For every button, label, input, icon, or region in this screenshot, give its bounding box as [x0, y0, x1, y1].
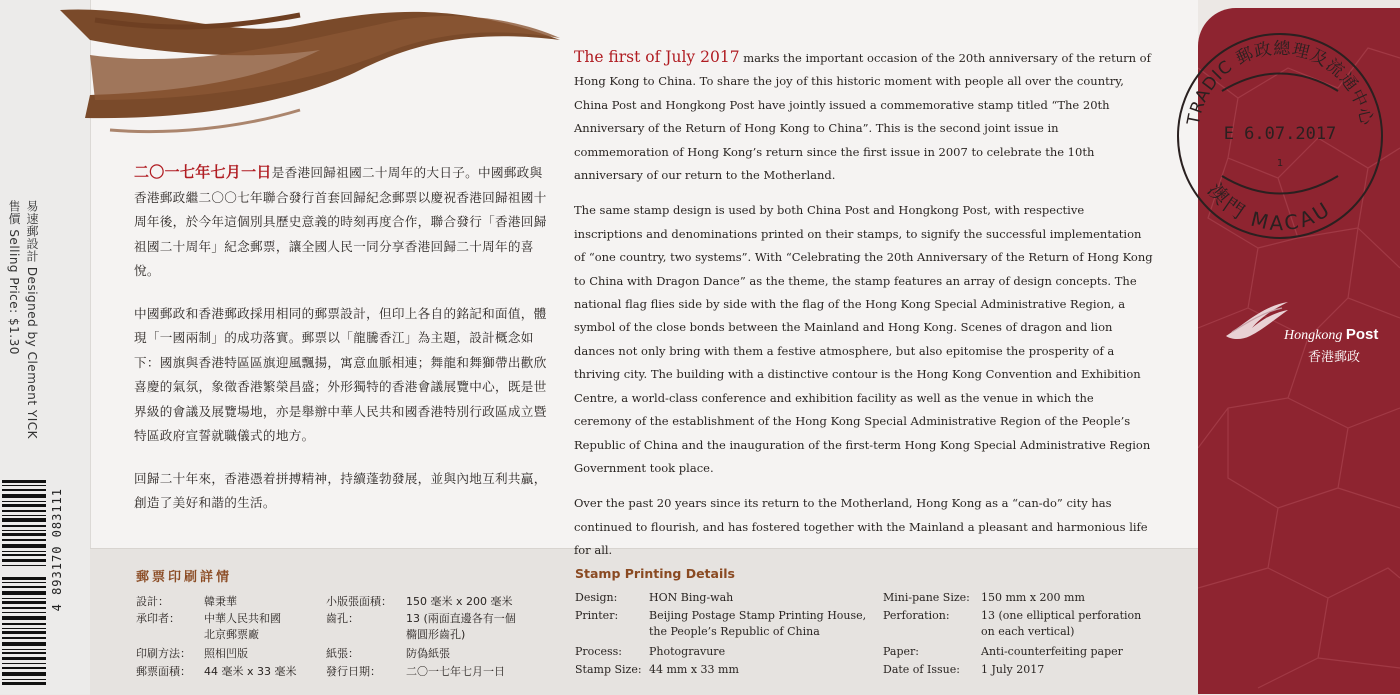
zh-paragraph-1-text: 是香港回歸祖國二十周年的大日子。中國郵政與香港郵政繼二〇〇七年聯合發行首套回歸紀念郵票以慶祝香港回歸祖國十周年後，於今年這個別具歷史意義的時刻再度合作，聯合發行「香港回歸祖國二十周年」紀念郵票，讓全國人民一同分享香港回歸二十周年的喜悅。 — [134, 165, 547, 278]
brush-swoosh-decoration — [0, 0, 580, 150]
spec-value: 照相凹版 — [204, 647, 248, 660]
spec-value: 44 mm x 33 mm — [649, 663, 739, 676]
postmark-top-text: TRADIC 郵政總理及流通中心 — [1183, 38, 1377, 128]
spec-value: HON Bing-wah — [649, 591, 734, 604]
barcode-number: 4 893170 083111 — [50, 488, 64, 612]
postmark-stamp — [1160, 16, 1400, 256]
english-text-block — [574, 46, 1154, 575]
logo-chinese: 香港郵政 — [1308, 350, 1361, 365]
spec-label: Mini-pane Size: — [883, 591, 970, 604]
spec-value: 防偽紙張 — [406, 647, 450, 660]
postmark-number: 1 — [1276, 158, 1284, 169]
zh-specs-column-2 — [326, 594, 556, 684]
spec-label: Paper: — [883, 645, 919, 658]
en-specs-column-2 — [883, 590, 1183, 686]
spec-label: 齒孔： — [326, 612, 359, 625]
zh-specs-column-1 — [136, 594, 326, 684]
spec-label: 發行日期： — [326, 665, 381, 678]
postmark-date: E 6.07.2017 — [1223, 124, 1337, 144]
designer-credit: 易速郵設計 Designed by Clement YICK — [25, 200, 39, 440]
spec-value: 中華人民共和國 — [204, 612, 281, 625]
en-paragraph-1 — [574, 46, 1154, 187]
spec-value: 1 July 2017 — [981, 663, 1045, 676]
spec-label: Design: — [575, 591, 618, 604]
en-paragraph-3: Over the past 20 years since its return to the Motherland, Hong Kong as a “can-do” city has continued to flourish, and has fostered together with the Mainland a pleasant and harmonious life for all. — [574, 496, 1148, 558]
spec-value: Beijing Postage Stamp Printing House, — [649, 609, 867, 622]
spec-label: Date of Issue: — [883, 663, 960, 676]
logo-word-hongkong: Hongkong — [1284, 328, 1343, 343]
spec-value: 橢圓形齒孔) — [406, 628, 466, 641]
en-specs-title: Stamp Printing Details — [575, 566, 735, 581]
spec-value: the People’s Republic of China — [649, 625, 820, 638]
zh-paragraph-3: 回歸二十年來，香港憑着拼搏精神，持續蓬勃發展，並與內地互利共贏，創造了美好和諧的生活。 — [134, 470, 547, 510]
selling-price: 售價 Selling Price: $1.30 — [7, 200, 21, 355]
spec-label: 小版張面積： — [326, 595, 392, 608]
spec-value: 二〇一七年七月一日 — [406, 665, 505, 678]
spec-label: 印刷方法： — [136, 647, 191, 660]
logo-word-post: Post — [1345, 326, 1379, 343]
spec-value: 韓秉華 — [204, 595, 237, 608]
spec-label: Stamp Size: — [575, 663, 642, 676]
logo-english — [1284, 326, 1378, 344]
zh-paragraph-1 — [134, 160, 554, 284]
spec-value: 150 毫米 x 200 毫米 — [406, 595, 513, 608]
en-date-highlight: The first of July 2017 — [574, 48, 740, 66]
en-specs-column-1 — [575, 590, 880, 686]
spec-value: 北京郵票廠 — [204, 628, 259, 641]
spec-label: 設計： — [136, 595, 169, 608]
spec-label: 紙張： — [326, 647, 359, 660]
spec-value: 150 mm x 200 mm — [981, 591, 1085, 604]
barcode-icon — [2, 480, 46, 685]
en-paragraph-2: The same stamp design is used by both China Post and Hongkong Post, with respective inscriptions and denominations printed on their stamps, to signify the successful implementation of “one country, two systems”. With “Celebrating the 20th Anniversary of the Return of Hong Kong to China with Dragon Dance” as the theme, the stamp features an array of design concepts. The national flag flies side by side with the flag of the Hong Kong Special Administrative Region, a symbol of the close bonds between the Mainland and Hong Kong. Scenes of dragon and lion dances not only bring with them a festive atmosphere, but also epitomise the prosperity of a thriving city. The building with a distinctive contour is the Hong Kong Convention and Exhibition Centre, a world-class conference and exhibition facility as well as the venue in which the ceremony of the establishment of the Hong Kong Special Administrative Region of the People’s Republic of China and the inauguration of the first-term Hong Kong Special Administrative Region Government took place. — [574, 203, 1153, 475]
spec-value: 13 (兩面直邊各有一個 — [406, 612, 516, 625]
spec-value: on each vertical) — [981, 625, 1075, 638]
spec-value: Anti-counterfeiting paper — [981, 645, 1123, 658]
postmark-bottom-text: 澳門 MACAU — [1202, 178, 1336, 236]
spec-value: 44 毫米 x 33 毫米 — [204, 665, 297, 678]
spec-value: 13 (one elliptical perforation — [981, 609, 1142, 622]
bird-icon — [1222, 296, 1292, 346]
spec-label: Printer: — [575, 609, 619, 622]
zh-paragraph-2: 中國郵政和香港郵政採用相同的郵票設計，但印上各自的銘記和面值，體現「一國兩制」的成功落實。郵票以「龍騰香江」為主題，設計概念如下：國旗與香港特區區旗迎風飄揚，寓意血脈相連；舞龍和舞獅帶出歡欣喜慶的氣氛，象徵香港繁榮昌盛；外形獨特的香港會議展覽中心，既是世界級的會議及展覽場地，亦是舉辦中華人民共和國香港特別行政區成立暨特區政府宣誓就職儀式的地方。 — [134, 305, 547, 443]
hongkong-post-logo — [1222, 296, 1382, 366]
zh-date-highlight: 二〇一七年七月一日 — [134, 163, 272, 181]
spec-label: Process: — [575, 645, 622, 658]
spec-value: Photogravure — [649, 645, 726, 658]
spec-label: Perforation: — [883, 609, 950, 622]
spec-label: 郵票面積： — [136, 665, 191, 678]
en-paragraph-1-text: marks the important occasion of the 20th anniversary of the return of Hong Kong to China. To share the joy of this historic moment with people all over the country, China Post and Hongkong Post have jointly issued a commemorative stamp titled “The 20th Anniversary of the Return of Hong Kong to China”. This is the second joint issue in commemoration of Hong Kong’s return since the first issue in 2007 to celebrate the 10th anniversary of our return to the Motherland. — [574, 51, 1151, 183]
chinese-text-block — [134, 160, 554, 534]
svg-text:TRADIC 郵政總理及流通中心 — [1184, 39, 1377, 128]
zh-specs-title: 郵票印刷詳情 — [136, 570, 233, 585]
spec-label: 承印者： — [136, 612, 180, 625]
